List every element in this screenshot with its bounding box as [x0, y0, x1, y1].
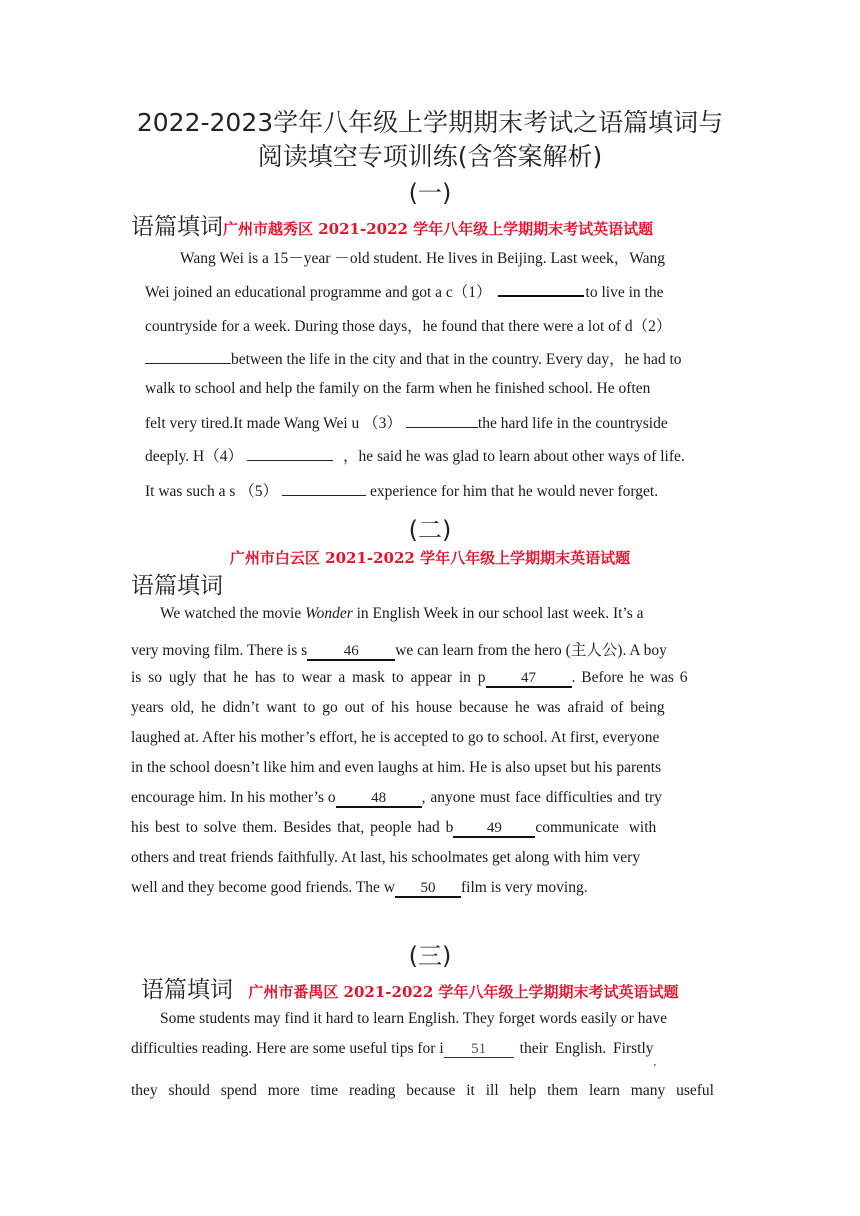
s2-line-8: his best to solve them. Besides that, people had b 49 communicate with — [131, 819, 657, 836]
section-3-heading — [141, 975, 678, 1005]
s2-line-4: years old, he didn’t want to go out of his house because he was afraid of being — [131, 699, 665, 716]
section-1-heading-text: 语篇填词 — [131, 214, 223, 240]
s1-line-4: between the life in the city and that in the country. Every day，he had to — [145, 347, 730, 369]
s2-line-2: very moving film. There is s 46 we can learn from the hero (主人公). A boy — [131, 642, 667, 659]
section-2-heading: 语篇填词 — [131, 573, 223, 599]
section-3-source: 广州市番禺区 2021-2022 学年八年级上学期期末考试英语试题 — [248, 983, 679, 1001]
s3-line-3: they should spend more time reading because it ill help them learn many useful — [131, 1082, 714, 1099]
s1-line-2: Wei joined an educational programme and got a c（1） to live in the — [145, 280, 730, 302]
blank-49[interactable]: 49 — [453, 820, 535, 838]
section-3-number: (三) — [408, 942, 452, 970]
s3-line-2: difficulties reading. Here are some useful tips for i 51 their English. Firstly , — [131, 1040, 657, 1068]
title-line-2: 阅读填空专项训练(含答案解析) — [257, 142, 603, 171]
document-title — [100, 106, 760, 174]
s1-line-6: felt very tired.It made Wang Wei u （3） the hard life in the countryside — [145, 415, 668, 432]
section-1-heading — [131, 212, 653, 242]
s1-line-8: It was such a s （5） experience for him that he would never forget. — [145, 483, 659, 500]
title-line-1: 2022-2023学年八年级上学期期末考试之语篇填词与 — [136, 108, 724, 137]
s2-line-7: encourage him. In his mother’s o 48 , anyone must face difficulties and try — [131, 789, 662, 806]
s3-line-1: Some students may find it hard to learn English. They forget words easily or have — [160, 1010, 667, 1027]
s2-line-6: in the school doesn’t like him and even laughs at him. He is also upset but his parents — [131, 759, 662, 776]
blank-2[interactable] — [145, 349, 231, 364]
blank-50[interactable]: 50 — [395, 880, 461, 898]
blank-47[interactable]: 47 — [486, 670, 572, 688]
blank-4[interactable] — [247, 446, 333, 461]
blank-51[interactable]: 51 — [444, 1041, 514, 1058]
blank-5[interactable] — [282, 481, 366, 496]
blank-48[interactable]: 48 — [336, 790, 422, 808]
s2-line-9: others and treat friends faithfully. At last, his schoolmates get along with him very — [131, 849, 641, 866]
movie-title: Wonder — [305, 605, 353, 622]
blank-46[interactable]: 46 — [307, 643, 395, 661]
s2-line-1: We watched the movie Wonder in English Week in our school last week. It’s a — [160, 605, 644, 622]
section-1-number: (一) — [408, 179, 452, 207]
s1-line-7: deeply. H（4） ，he said he was glad to learn about other ways of life. — [145, 448, 685, 465]
section-2-number: (二) — [408, 516, 452, 544]
s1-line-3: countryside for a week. During those days，he found that there were a lot of d（2） — [145, 318, 672, 335]
s1-line-1: Wang Wei is a 15－year －old student. He lives in Beijing. Last week，Wang — [180, 250, 665, 267]
blank-3[interactable] — [406, 413, 478, 428]
s2-line-10: well and they become good friends. The w 50 film is very moving. — [131, 879, 588, 896]
blank-1[interactable] — [498, 281, 584, 297]
section-2-source: 广州市白云区 2021-2022 学年八年级上学期期末英语试题 — [229, 549, 631, 567]
s1-line-5: walk to school and help the family on the farm when he finished school. He often — [145, 380, 651, 397]
s2-line-3: is so ugly that he has to wear a mask to appear in p 47 . Before he was 6 — [131, 669, 688, 686]
section-1-source: 广州市越秀区 2021-2022 学年八年级上学期期末考试英语试题 — [223, 220, 654, 238]
section-3-heading-text: 语篇填词 — [141, 977, 233, 1003]
s2-line-5: laughed at. After his mother’s effort, he is accepted to go to school. At first, everyone — [131, 729, 660, 746]
